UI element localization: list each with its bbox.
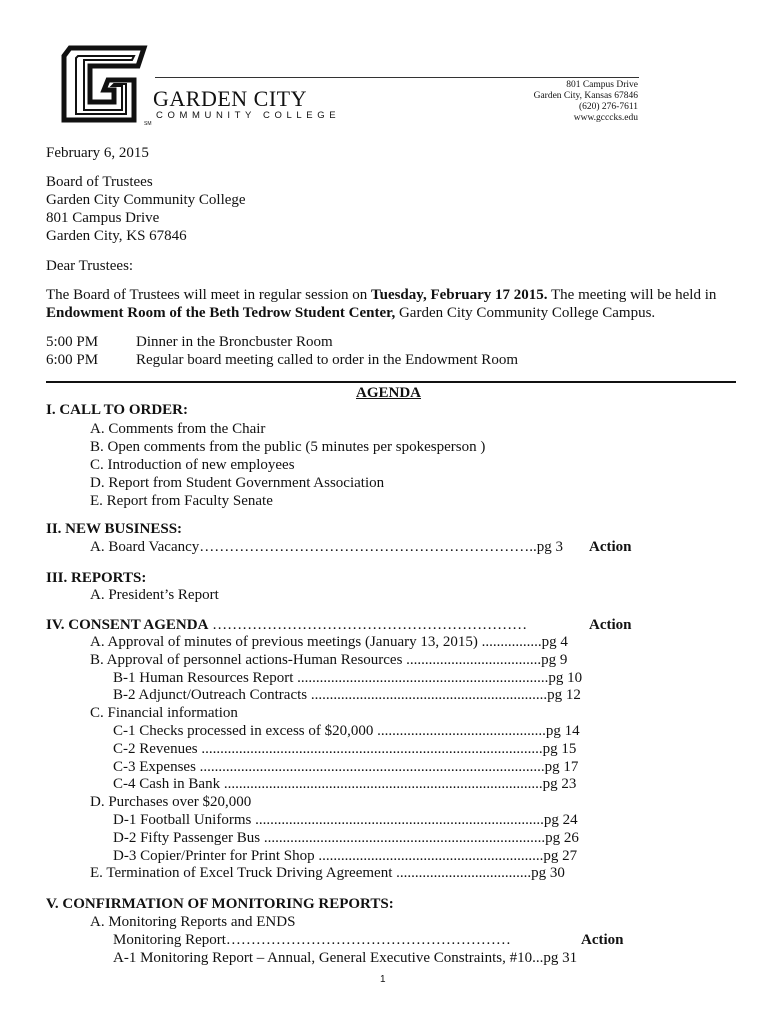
recipient-line: 801 Campus Drive [46,210,160,226]
schedule-desc: Dinner in the Broncbuster Room [136,334,333,350]
address-line: 801 Campus Drive [566,80,638,90]
list-item: A. President’s Report [90,587,219,603]
list-item: C-2 Revenues ...........................................................................................pg 15 [113,740,577,757]
list-item: A. Monitoring Reports and ENDS [90,914,296,930]
college-subtitle: COMMUNITY COLLEGE [156,110,341,121]
schedule-time: 6:00 PM [46,352,99,368]
action-label: Action [589,617,632,633]
recipient-line: Board of Trustees [46,174,153,190]
list-item: C-4 Cash in Bank .....................................................................................pg 23 [113,776,577,793]
recipient-line: Garden City, KS 67846 [46,228,187,244]
list-item: C. Financial information [90,705,238,722]
section-reports: III. REPORTS: [46,570,147,586]
college-name: GARDEN CITY [153,86,307,111]
list-item: C. Introduction of new employees [90,457,295,473]
monitoring-items [90,914,577,967]
schedule-time: 5:00 PM [46,334,99,350]
agenda-divider [46,381,736,383]
recipient-block [46,173,246,245]
list-item: B. Approval of personnel actions-Human Resources ....................................pg 9 [90,651,568,668]
list-item: D. Report from Student Government Association [90,475,385,491]
agenda-title: AGENDA [356,385,422,401]
section-heading: IV. CONSENT AGENDA [46,617,209,633]
section-consent-agenda [46,617,527,634]
list-item: A. Approval of minutes of previous meetings (January 13, 2015) ................pg 4 [90,634,568,650]
address-line: Garden City, Kansas 67846 [533,91,638,101]
list-item: B. Open comments from the public (5 minutes per spokesperson ) [90,439,486,455]
section-monitoring-reports: V. CONFIRMATION OF MONITORING REPORTS: [46,896,394,912]
section-call-to-order: I. CALL TO ORDER: [46,402,188,418]
letter-date: February 6, 2015 [46,145,149,161]
body-text: The Board of Trustees will meet in regular session on [46,287,371,303]
list-item: D. Purchases over $20,000 [90,794,252,811]
gcc-logo-icon [56,44,148,124]
consent-agenda-items [90,634,582,883]
list-item: Monitoring Report………………………………………………… [113,931,511,948]
list-item: E. Termination of Excel Truck Driving Agreement ....................................pg 30 [90,865,565,882]
body-text: Garden City Community College Campus. [395,305,656,321]
section-new-business: II. NEW BUSINESS: [46,521,183,537]
list-item: B-1 Human Resources Report ...................................................................pg 10 [113,669,583,686]
body-text: The meeting will be held in [547,287,717,303]
schedule-desc: Regular board meeting called to order in the Endowment Room [136,352,518,368]
list-item: A-1 Monitoring Report – Annual, General Executive Constraints, #10...pg 31 [113,949,578,966]
leader-dots: ……………………………………………………… [208,617,528,633]
list-item: A. Board Vacancy…………………………………………………………..pg 3 [90,539,564,555]
page-number: 1 [380,974,386,985]
list-item: D-3 Copier/Printer for Print Shop ............................................................pg 27 [113,847,578,864]
trademark-mark: SM [144,121,152,127]
list-item: D-2 Fifty Passenger Bus ...........................................................................pg 26 [113,829,579,846]
list-item: E. Report from Faculty Senate [90,493,273,509]
action-label: Action [589,539,632,555]
header-rule [155,77,639,78]
list-item: A. Comments from the Chair [90,421,266,437]
schedule [46,333,518,369]
list-item: D-1 Football Uniforms .............................................................................pg 24 [113,811,578,828]
meeting-date: Tuesday, February 17 2015. [370,287,548,303]
action-label: Action [581,932,624,948]
address-website: www.gcccks.edu [573,113,638,123]
list-item: C-1 Checks processed in excess of $20,000 .............................................pg 14 [113,722,580,739]
meeting-location: Endowment Room of the Beth Tedrow Student Center, [46,305,396,321]
list-item: C-3 Expenses ............................................................................................pg 17 [113,758,579,775]
call-to-order-items [90,420,485,510]
list-item: B-2 Adjunct/Outreach Contracts ...............................................................pg 12 [113,687,581,704]
salutation: Dear Trustees: [46,258,134,274]
address-phone: (620) 276-7611 [578,102,638,112]
letter-body [46,286,716,322]
recipient-line: Garden City Community College [46,192,246,208]
college-address [534,80,638,124]
